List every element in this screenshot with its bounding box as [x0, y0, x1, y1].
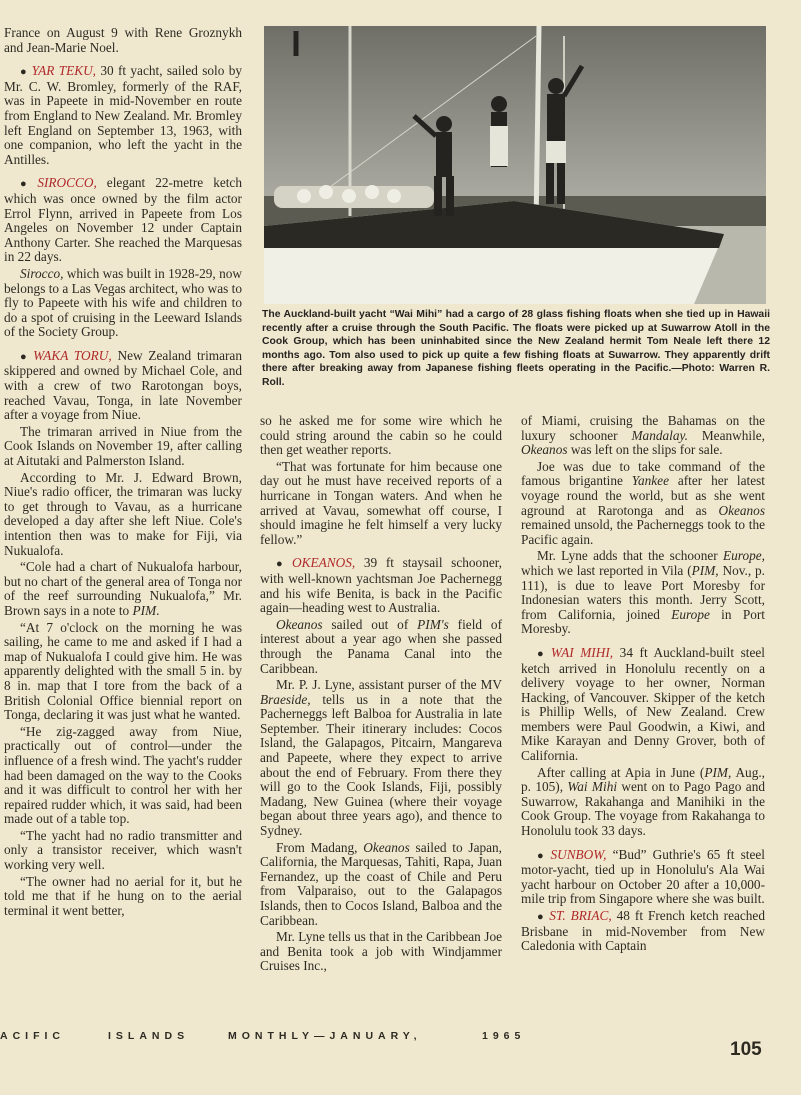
paragraph: [260, 618, 502, 676]
paragraph-text: Mr. Lyne adds that the schooner: [537, 548, 724, 564]
paragraph-text: “The yacht had no radio transmitter and only a transistor receiver, which wasn't working very well.: [4, 827, 242, 873]
paragraph-text: remained unsold, the Pacherneggs took to the Pacific again.: [521, 517, 765, 547]
yacht-entry: [4, 349, 242, 423]
paragraph: [260, 678, 502, 839]
footer-monthly: MONTHLY—JANUARY,: [228, 1030, 422, 1042]
paragraph-text: After calling at Apia in June (: [537, 764, 705, 780]
paragraph-text: Nov., p. 111), is due to leave Port Moresby for Indonesian waters this month. Jerry Scott, from California, joined: [521, 562, 765, 622]
paragraph: [4, 725, 242, 827]
paragraph-text: after her latest voyage round the world, but as she went aground at Rarotonga and as: [521, 473, 765, 518]
paragraph: [4, 560, 242, 618]
paragraph-text: From Madang,: [276, 839, 364, 855]
yacht-entry: [260, 556, 502, 615]
paragraph: [4, 621, 242, 723]
yacht-name: ST. BRIAC,: [549, 908, 612, 923]
paragraph: [521, 766, 765, 839]
paragraph: [521, 460, 765, 548]
paragraph-text: sailed to Japan, California, the Marquesas, Tahiti, Rapa, Juan Fernandez, up the coast of Chile and Peru from Valparaiso, out to the Galapagos Islands, then to Cocos Island, Balboa and the Caribbean.: [260, 839, 502, 928]
paragraph-text: of Miami, cruising the Bahamas on the luxury schooner: [521, 413, 765, 443]
page-footer: [0, 1030, 801, 1050]
entry-text: 34 ft Auckland-built steel ketch arrived in Honolulu recently on a delivery voyage to her owner, Norman Hacking, of Vancouver. Skipper of the ketch is Phillip Wells, of New Zealand. Crew members were Paul Goodwin, a Kiwi, and Mike Karayan and Denny Grover, both of California.: [521, 644, 765, 764]
paragraph-text: France on August 9 with Rene Groznykh and Jean-Marie Noel.: [4, 25, 242, 55]
photo-caption: The Auckland-built yacht “Wai Mihi” had a cargo of 28 glass fishing floats when she tied up in Hawaii recently after a cruise through the South Pacific. The floats were picked up at Suwarrow Atoll in the Cook Group, which has been uninhabited since the New Zealand hermit Tom Neale left there 12 months ago. Tom also used to pick up quite a few fishing floats at Suwarrow. They apparently drift there after breaking away from Japanese fishing fleets operating in the Pacific.—Photo: Warren R. Roll.: [262, 309, 770, 388]
italic-name: PIM,: [691, 562, 719, 578]
italic-name: PIM,: [704, 764, 732, 780]
paragraph: [260, 460, 502, 548]
yacht-entry: [521, 646, 765, 764]
italic-name: Sirocco,: [20, 265, 64, 281]
yacht-entry: [521, 909, 765, 954]
italic-name: Yankee: [631, 473, 669, 489]
paragraph-text: which was built in 1928-29, now belongs to a Las Vegas architect, who was to fly to Papeete with his wife and children to do a spot of cruising in the Leeward Islands of the Society Group.: [4, 265, 242, 340]
bullet-icon: ●: [537, 647, 547, 660]
paragraph: [4, 267, 242, 340]
yacht-name: WAKA TORU,: [33, 347, 112, 363]
bullet-icon: ●: [20, 350, 30, 363]
paragraph: [521, 414, 765, 458]
footer-islands: ISLANDS: [108, 1030, 190, 1042]
yacht-name: WAI MIHI,: [550, 644, 614, 660]
footer-pacific: ACIFIC: [0, 1030, 65, 1042]
paragraph-text: Mr. Lyne tells us that in the Caribbean Joe and Benita took a job with Windjammer Cruises Inc.,: [260, 929, 502, 974]
italic-name: Mandalay.: [631, 427, 688, 443]
yacht-entry: [4, 64, 242, 167]
italic-name: Braeside,: [260, 691, 311, 707]
yacht-entry: [4, 176, 242, 265]
entry-text: 30 ft yacht, sailed solo by Mr. C. W. Bromley, formerly of the RAF, was in Papeete in mid-November en route from England to New Zealand. Mr. Bromley left England on September 13, 1963, with one companion, who left the yacht in the Antilles.: [4, 63, 242, 167]
paragraph-text: field of interest about a year ago when she passed through the Panama Canal into the Caribbean.: [260, 616, 502, 676]
paragraph-text: “At 7 o'clock on the morning he was sailing, he came to me and asked if I had a map of Nukualofa I could give him. He was apparently delighted with the small 5 in. by 8 in. map that I tore from the back of a British Colonial Office biennial report on Tonga, declaring it was just what he wanted.: [4, 619, 242, 723]
entry-text: 48 ft French ketch reached Brisbane in mid-November from New Caledonia with Captain: [521, 908, 765, 954]
column-2: [260, 414, 502, 976]
bullet-icon: ●: [276, 558, 288, 571]
italic-name: Okeanos: [363, 839, 410, 855]
italic-name: PIM's: [417, 616, 449, 632]
entry-text: 39 ft staysail schooner, with well-known yachtsman Joe Pachernegg and his wife Benita, is back in the Pacific again—heading west to Australia.: [260, 555, 502, 616]
paragraph-text: tells us in a note that the Pacherneggs left Balboa for Australia in late September. Their itinerary includes: Cocos Island, the Galapagos, Pitcairn, Mangareva and Papeete, where they expect to arrive about the end of February. From there they will go to the Cook Islands, Fiji, possibly Madang, New Guinea (where their voyage began about three years ago), and thence to Sydney.: [260, 691, 502, 839]
entry-text: “Bud” Guthrie's 65 ft steel motor-yacht, tied up in Honolulu's Ala Wai yacht harbour on October 20 after a 10,000-mile trip from Singapore where she was built.: [521, 846, 765, 907]
paragraph-text: Mr. P. J. Lyne, assistant purser of the MV: [276, 677, 502, 693]
paragraph-text: so he asked me for some wire which he could string around the cabin so he could then get weather reports.: [260, 413, 502, 458]
yacht-photo: [264, 26, 766, 304]
bullet-icon: ●: [537, 911, 546, 923]
italic-name: Okeanos: [718, 502, 765, 518]
paragraph: [260, 414, 502, 458]
paragraph: [4, 26, 242, 55]
bullet-icon: ●: [20, 178, 34, 191]
yacht-name: SIROCCO,: [37, 175, 97, 191]
paragraph: [4, 875, 242, 919]
paragraph: [260, 930, 502, 974]
entry-text: elegant 22-metre ketch which was once owned by the film actor Errol Flynn, arrived in Papeete from Los Angeles on November 12 under Captain Anthony Carter. She reached the Marquesas in 22 days.: [4, 175, 242, 265]
bullet-icon: ●: [537, 849, 547, 862]
yacht-entry: [521, 848, 765, 907]
paragraph: [521, 549, 765, 637]
paragraph: [260, 841, 502, 929]
paragraph-text: in Port Moresby.: [521, 606, 765, 637]
italic-name: Wai Mihi: [567, 779, 618, 795]
paragraph: [4, 471, 242, 559]
paragraph: [4, 425, 242, 469]
paragraph-text: “The owner had no aerial for it, but he told me that if he hung on to the aerial terminal it went better,: [4, 873, 242, 918]
yacht-name: SUNBOW,: [550, 846, 607, 862]
paragraph-text: Aug., p. 105),: [521, 764, 766, 795]
column-3: [521, 414, 765, 956]
italic-name: Okeanos: [276, 616, 323, 632]
yacht-name: YAR TEKU,: [31, 63, 97, 79]
paragraph: [4, 829, 242, 873]
italic-name: Europe,: [723, 548, 765, 564]
yacht-name: OKEANOS,: [292, 555, 356, 571]
paragraph-text: sailed out of: [322, 616, 418, 632]
italic-name: Europe: [671, 606, 710, 622]
paragraph-text: Meanwhile,: [687, 427, 765, 443]
paragraph-text: The trimaran arrived in Niue from the Cook Islands on November 19, after calling at Aitutaki and Palmerston Island.: [4, 423, 242, 469]
column-1: [4, 26, 242, 920]
paragraph-text: Joe was due to take command of the famous brigantine: [521, 458, 765, 489]
paragraph-text: “Cole had a chart of Nukualofa harbour, but no chart of the general area of Tonga nor of the reef surrounding Nukualofa,” Mr. Brown says in a note to: [4, 559, 242, 618]
paragraph-text: .: [156, 602, 160, 618]
paragraph-text: which we last reported in Vila (: [521, 562, 692, 578]
paragraph-text: was left on the slips for sale.: [567, 442, 723, 458]
page-number: 105: [730, 1039, 762, 1060]
paragraph-text: went on to Pago Pago and Suwarrow, Rakahanga and Manihiki in the Cook Group. The voyage from Rakahanga to Honolulu took 33 days.: [521, 779, 766, 839]
footer-year: 1965: [482, 1030, 526, 1042]
bullet-icon: ●: [20, 66, 28, 79]
paragraph-text: According to Mr. J. Edward Brown, Niue's radio officer, the trimaran was lucky to get through to Vavau, as a hurricane developed a day after she left Niue. Cole's intention then was to make for Fiji, via Nukualofa.: [4, 469, 242, 558]
italic-name: Okeanos: [521, 442, 568, 458]
italic-name: PIM: [132, 602, 157, 618]
paragraph-text: “He zig-zagged away from Niue, practically out of control—under the influence of a fresh wind. The yacht's rudder had been damaged on the way to the Cooks and it was difficult to control her with her repaired rudder which, it was said, had been made out of a table top.: [4, 723, 242, 827]
entry-text: New Zealand trimaran skippered and owned by Michael Cole, and with a crew of two Rarotongan boys, reached Vavau, Tonga, in late November after a voyage from Niue.: [4, 347, 242, 423]
paragraph-text: “That was fortunate for him because one day out he must have received reports of a hurricane in Tongan waters. And when he arrived at Vavau, somewhat off course, I should imagine he felt himself a very lucky fellow.”: [260, 458, 502, 547]
